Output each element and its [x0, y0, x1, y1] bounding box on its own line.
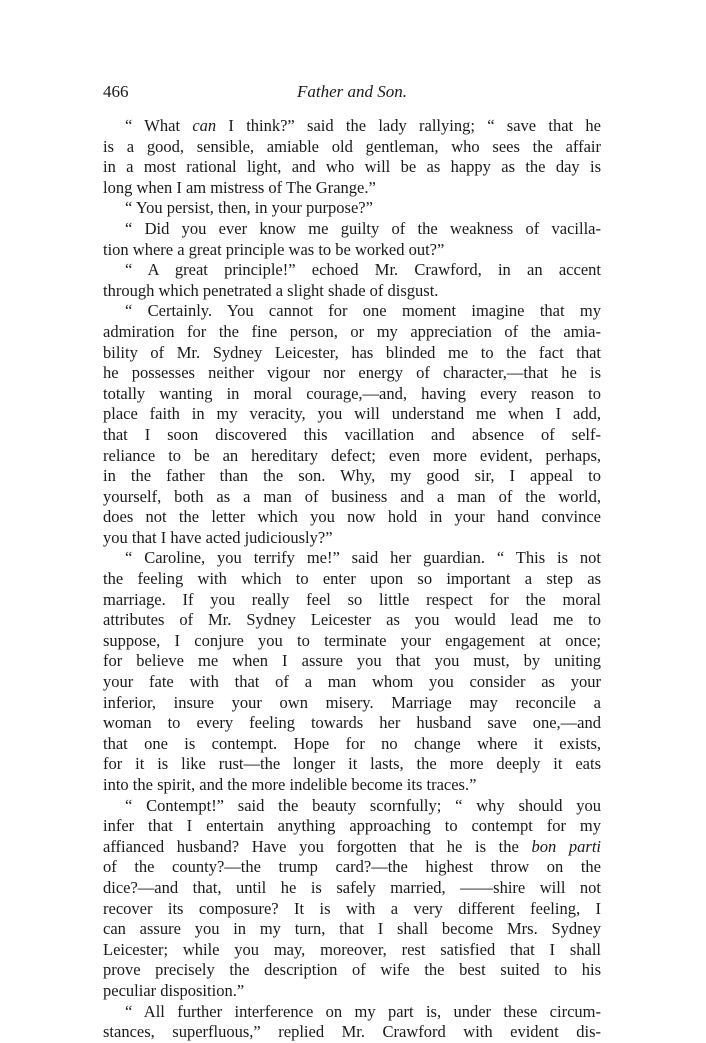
text-line: reliance to be an hereditary defect; even more evident, perhaps,: [103, 445, 601, 465]
text-line: is a good, sensible, amiable old gentleman, who sees the affair: [103, 136, 601, 156]
text-line: “ Certainly. You cannot for one moment imagine that my: [125, 301, 601, 321]
text-line: prove precisely the description of wife the best suited to his: [103, 960, 601, 980]
text-line: Leicester; while you may, moreover, rest satisfied that I shall: [103, 939, 601, 959]
text-line: suppose, I conjure you to terminate your engagement at once;: [103, 630, 601, 650]
page-number: 466: [103, 82, 129, 101]
text-line: your fate with that of a man whom you consider as your: [103, 672, 601, 692]
text-line: does not the letter which you now hold in your hand convince: [103, 507, 601, 527]
text-line: “ What can I think?” said the lady rallying; “ save that he: [125, 116, 601, 135]
text-line: “ A great principle!” echoed Mr. Crawford, in an accent: [125, 260, 601, 280]
text-line: woman to every feeling towards her husband save one,—and: [103, 713, 601, 733]
text-line: marriage. If you really feel so little respect for the moral: [103, 589, 601, 609]
page-header: [103, 82, 601, 106]
text-line: in the father than the son. Why, my good sir, I appeal to: [103, 466, 601, 486]
text-line: peculiar disposition.”: [103, 980, 245, 1000]
text-line: bility of Mr. Sydney Leicester, has blinded me to the fact that: [103, 342, 601, 362]
text-line: tion where a great principle was to be worked out?”: [103, 239, 445, 259]
text-line: long when I am mistress of The Grange.”: [103, 177, 376, 197]
text-line: for it is like rust—the longer it lasts, the more deeply it eats: [103, 754, 601, 774]
text-line: “ All further interference on my part is, under these circum-: [125, 1001, 601, 1021]
body-text: [103, 116, 601, 1043]
running-title: Father and Son.: [296, 82, 408, 101]
text-line: through which penetrated a slight shade of disgust.: [103, 280, 439, 300]
text-line: infer that I entertain anything approaching to contempt for my: [103, 816, 601, 836]
text-line: stances, superfluous,” replied Mr. Crawford with evident dis-: [103, 1022, 601, 1042]
text-line: into the spirit, and the more indelible become its traces.”: [103, 775, 477, 794]
text-line: you that I have acted judiciously?”: [103, 527, 333, 547]
text-line: that I soon discovered this vacillation and absence of self-: [103, 424, 601, 444]
text-line: attributes of Mr. Sydney Leicester as you would lead me to: [103, 610, 601, 630]
text-line: that one is contempt. Hope for no change where it exists,: [103, 733, 601, 753]
text-line: he possesses neither vigour nor energy of character,—that he is: [103, 363, 601, 383]
text-line: recover its composure? It is with a very different feeling, I: [103, 898, 601, 918]
text-line: affianced husband? Have you forgotten that he is the bon parti: [103, 836, 601, 856]
text-line: can assure you in my turn, that I shall become Mrs. Sydney: [103, 919, 601, 939]
text-line: “ Did you ever know me guilty of the weakness of vacilla-: [125, 218, 601, 238]
text-line: for believe me when I assure you that you must, by uniting: [103, 651, 601, 671]
text-line: place faith in my veracity, you will understand me when I add,: [103, 404, 601, 424]
text-line: inferior, insure your own misery. Marriage may reconcile a: [103, 692, 601, 712]
text-line: “ Contempt!” said the beauty scornfully; “ why should you: [125, 795, 601, 815]
text-line: “ You persist, then, in your purpose?”: [125, 198, 373, 218]
text-line: totally wanting in moral courage,—and, having every reason to: [103, 383, 601, 403]
text-line: the feeling with which to enter upon so important a step as: [103, 569, 601, 589]
text-line: yourself, both as a man of business and a man of the world,: [103, 486, 601, 506]
text-line: in a most rational light, and who will be as happy as the day is: [103, 157, 601, 177]
text-line: admiration for the fine person, or my appreciation of the amia-: [103, 321, 601, 341]
text-line: “ Caroline, you terrify me!” said her guardian. “ This is not: [125, 548, 601, 568]
text-line: of the county?—the trump card?—the highest throw on the: [103, 857, 601, 877]
text-line: dice?—and that, until he is safely married, ——shire will not: [103, 877, 601, 897]
